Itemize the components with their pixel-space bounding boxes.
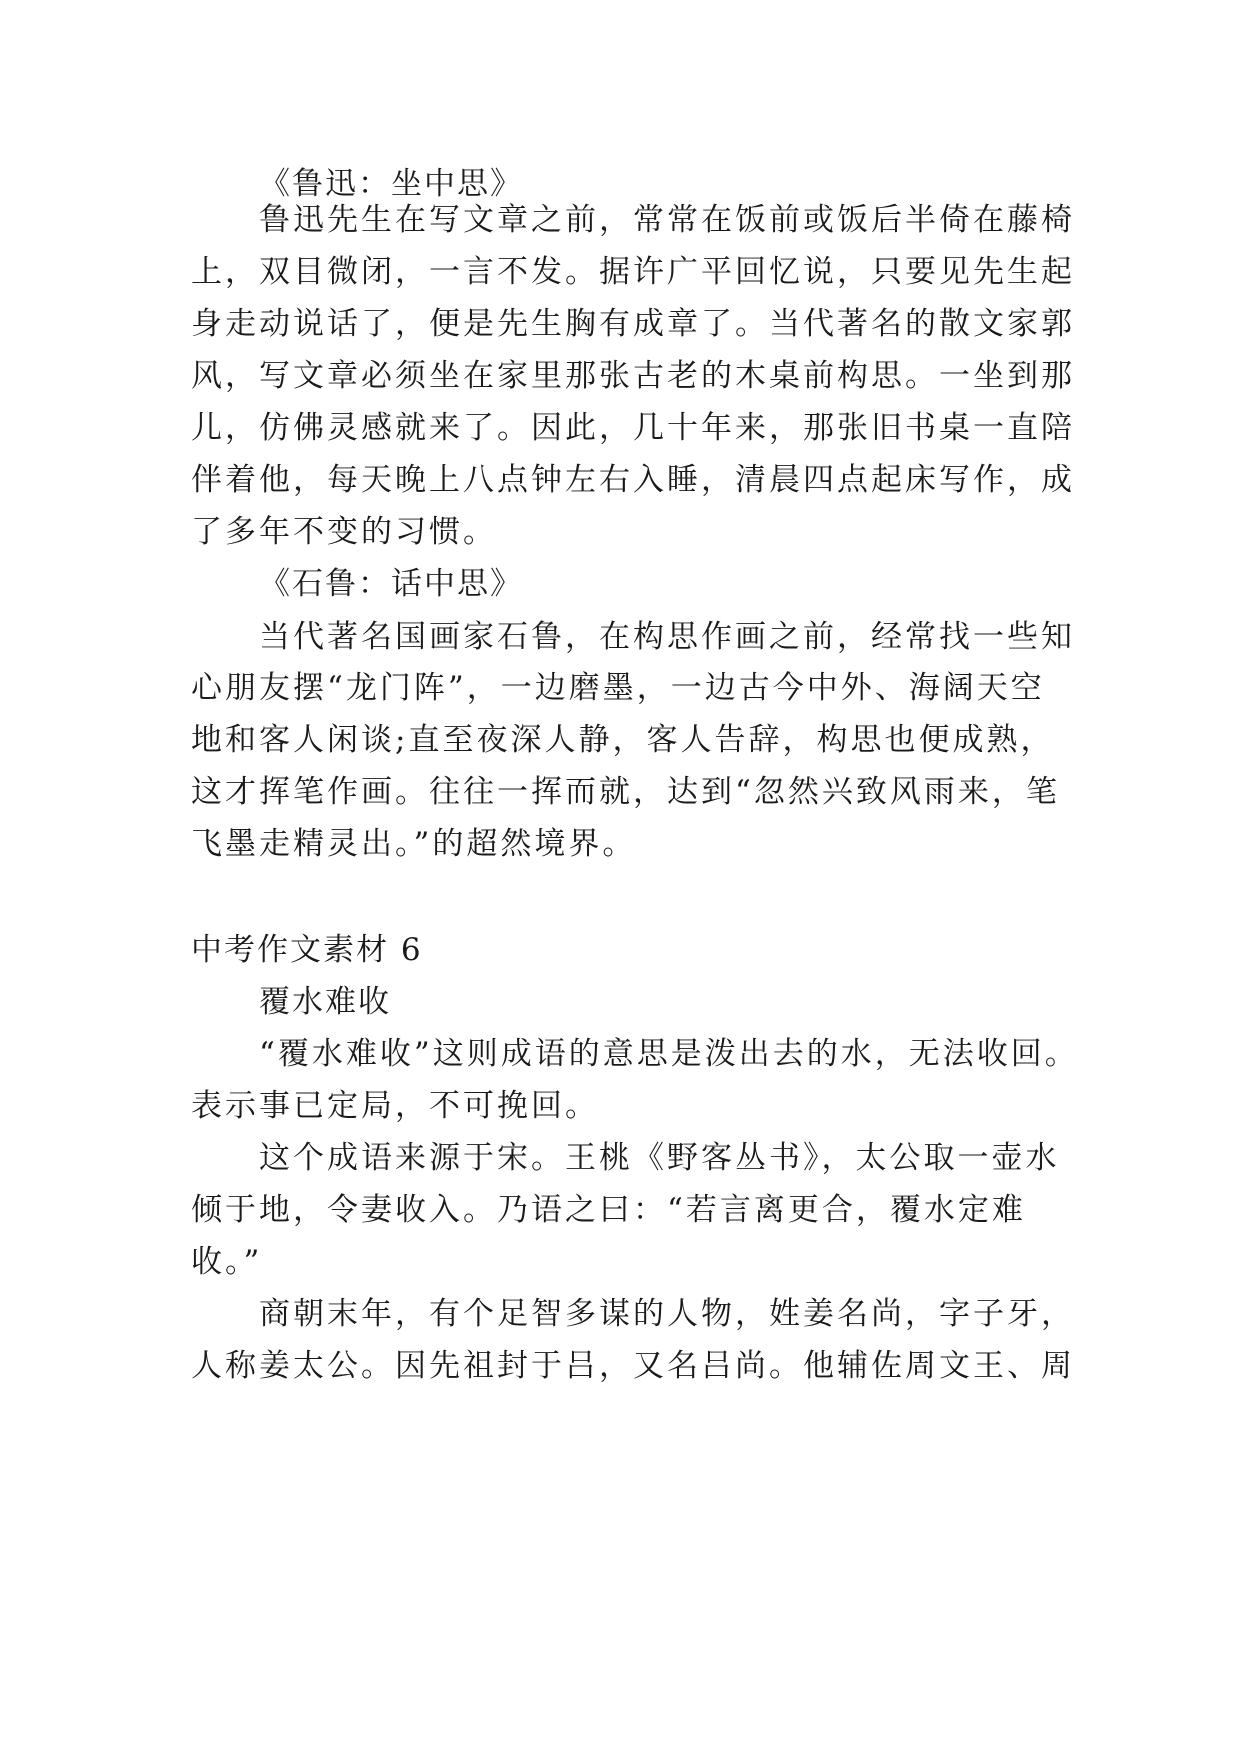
paragraph-line: 儿，仿佛灵感就来了。因此，几十年来，那张旧书桌一直陪 <box>191 410 1075 446</box>
paragraph-line: 表示事已定局，不可挽回。 <box>191 1088 599 1124</box>
section-title-shilu: 《石鲁：话中思》 <box>259 566 523 602</box>
paragraph-line: 收。” <box>191 1244 263 1280</box>
paragraph-line: 风，写文章必须坐在家里那张古老的木桌前构思。一坐到那 <box>191 358 1075 394</box>
paragraph-line: 伴着他，每天晚上八点钟左右入睡，清晨四点起床写作，成 <box>191 462 1075 498</box>
section-heading-material-6: 中考作文素材 6 <box>191 932 423 968</box>
paragraph-line: 身走动说话了，便是先生胸有成章了。当代著名的散文家郭 <box>191 306 1075 342</box>
paragraph-line: “覆水难收”这则成语的意思是泼出去的水，无法收回。 <box>259 1036 1079 1072</box>
paragraph-line: 这才挥笔作画。往往一挥而就，达到“忽然兴致风雨来，笔 <box>191 774 1060 810</box>
paragraph-line: 飞墨走精灵出。”的超然境界。 <box>191 826 637 862</box>
paragraph-line: 了多年不变的习惯。 <box>191 514 497 550</box>
paragraph-line: 这个成语来源于宋。王桃《野客丛书》，太公取一壶水 <box>259 1140 1060 1176</box>
paragraph-line: 上，双目微闭，一言不发。据许广平回忆说，只要见先生起 <box>191 254 1075 290</box>
idiom-title: 覆水难收 <box>259 984 391 1020</box>
paragraph-line: 当代著名国画家石鲁，在构思作画之前，经常找一些知 <box>259 619 1075 655</box>
paragraph-line: 商朝末年，有个足智多谋的人物，姓姜名尚，字子牙， <box>259 1296 1075 1332</box>
paragraph-line: 心朋友摆“龙门阵”，一边磨墨，一边古今中外、海阔天空 <box>191 670 1045 706</box>
section-title-luxun: 《鲁迅：坐中思》 <box>259 166 523 202</box>
paragraph-line: 鲁迅先生在写文章之前，常常在饭前或饭后半倚在藤椅 <box>259 202 1075 238</box>
paragraph-line: 地和客人闲谈;直至夜深人静，客人告辞，构思也便成熟， <box>191 722 1055 758</box>
paragraph-line: 倾于地，令妻收入。乃语之曰：“若言离更合，覆水定难 <box>191 1192 1026 1228</box>
paragraph-line: 人称姜太公。因先祖封于吕，又名吕尚。他辅佐周文王、周 <box>191 1348 1075 1384</box>
